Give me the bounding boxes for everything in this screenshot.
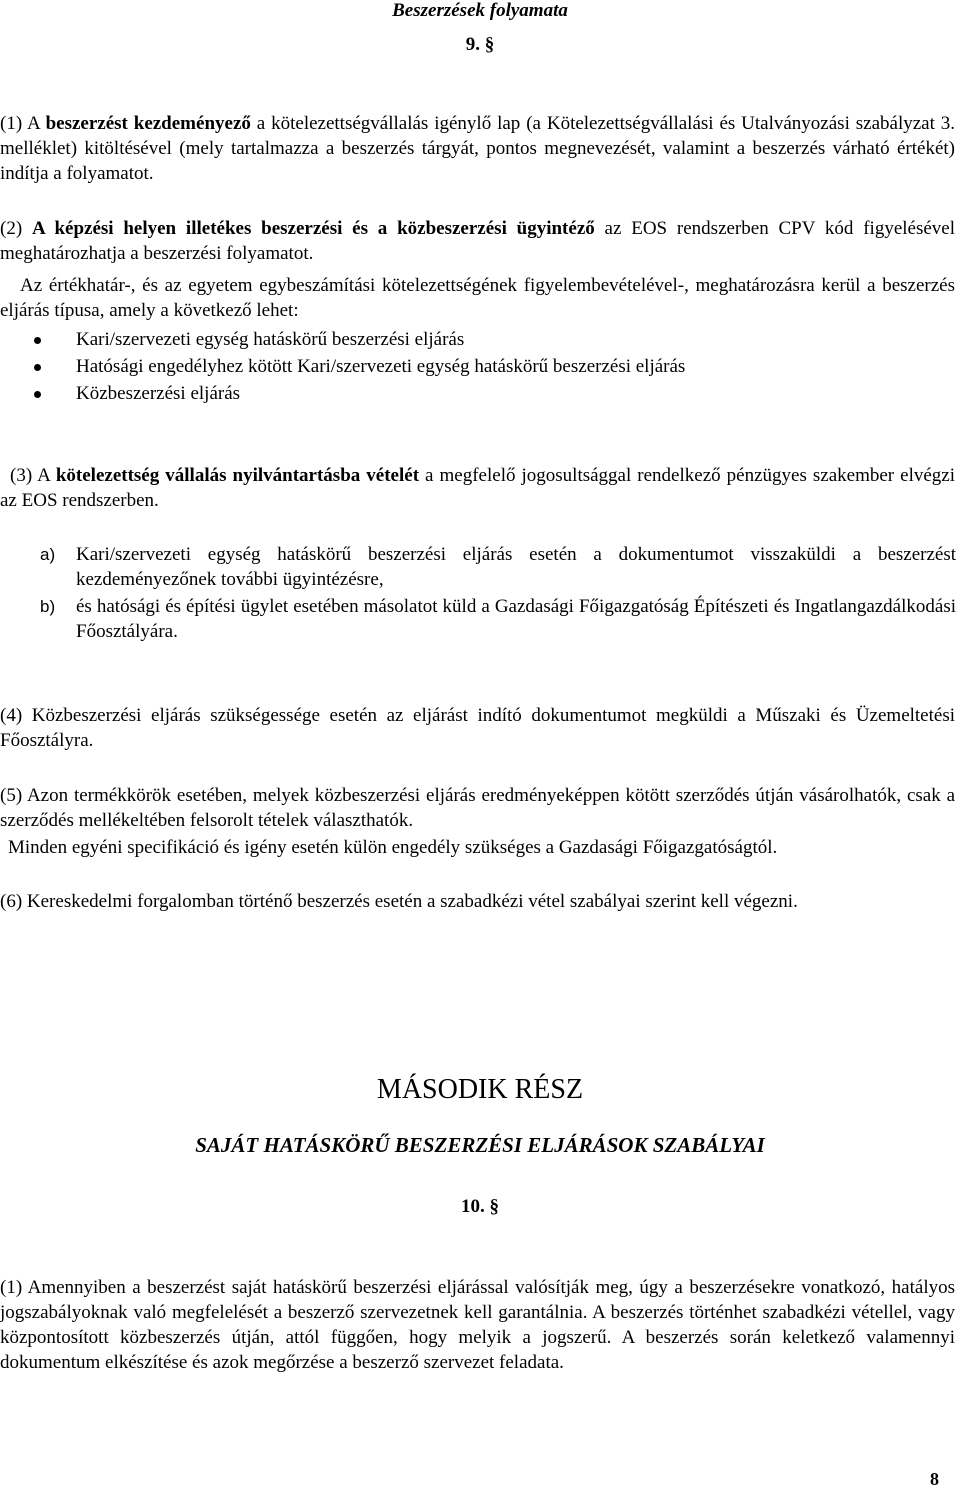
p2-lead: (2) [0, 218, 32, 239]
section-9-number: 9. [465, 34, 480, 55]
bullet-icon [34, 337, 41, 344]
paragraph-3 [0, 463, 955, 513]
p3-bold: kötelezettség vállalás nyilvántartásba vételét [55, 465, 420, 486]
bullet-text: Hatósági engedélyhez kötött Kari/szervezeti egység hatáskörű beszerzési eljárás [76, 356, 686, 377]
bullet-icon [34, 364, 41, 371]
section-10-heading [0, 1194, 960, 1220]
page-number: 8 [930, 1469, 939, 1489]
paragraph-4: (4) Közbeszerzési eljárás szükségessége esetén az eljárást indító dokumentumot megküldi a Műszaki és Üzemeltetési Főosztályra. [0, 705, 955, 751]
section-sign: § [484, 34, 495, 55]
item-label: a) [40, 545, 56, 564]
item-label: b) [40, 597, 56, 616]
p1-rest: a kötelezettségvállalás igénylő lap (a Kötelezettségvállalási és Utalványozási szabályzat 3. melléklet) kitöltésével (mely tartalmazza a beszerzés tárgyát, pontos megnevezését, valamint a beszerzés várható értékét) indítja a folyamatot. [0, 113, 956, 184]
paragraph-1 [0, 111, 955, 186]
section-9-heading [0, 33, 960, 57]
paragraph-5: (5) Azon termékkörök esetében, melyek közbeszerzési eljárás eredményeképpen kötött szerződés útján vásárolhatók, csak a szerződés mellékeltében felsorolt tételek választhatók. [0, 785, 955, 831]
sub-list [0, 542, 960, 652]
p2-rest: az EOS rendszerben CPV kód figyelésével meghatározhatja a beszerzési folyamatot. [0, 218, 955, 264]
paragraph-2b: Az értékhatár-, és az egyetem egybeszámítási kötelezettségének figyelembevételével-, meghatározásra kerül a beszerzés eljárás típusa, amely a következő lehet: [0, 275, 955, 321]
bullet-text: Közbeszerzési eljárás [76, 383, 241, 404]
chapter-title: Beszerzések folyamata [392, 0, 568, 21]
section-10-number: 10. [461, 1196, 485, 1217]
p3-rest: a megfelelő jogosultsággal rendelkező pénzügyes szakember elvégzi az EOS rendszerben. [0, 465, 955, 511]
item-text: és hatósági és építési ügylet esetében másolatot küld a Gazdasági Főigazgatóság Építészeti és Ingatlangazdálkodási Főosztályára. [76, 596, 956, 642]
p1-lead: (1) A [0, 113, 46, 134]
bullet-icon [34, 391, 41, 398]
p1-bold: beszerzést kezdeményező [45, 113, 251, 134]
paragraph-5b: Minden egyéni specifikáció és igény esetén külön engedély szükséges a Gazdasági Főigazgatóságtól. [8, 837, 778, 858]
bullet-text: Kari/szervezeti egység hatáskörű beszerzési eljárás [76, 329, 465, 350]
part-subtitle: SAJÁT HATÁSKÖRŰ BESZERZÉSI ELJÁRÁSOK SZABÁLYAI [195, 1133, 765, 1157]
section-sign: § [489, 1196, 499, 1217]
paragraph-10-1: (1) Amennyiben a beszerzést saját hatáskörű beszerzési eljárással valósítják meg, úgy a beszerzésekre vonatkozó, hatályos jogszabályoknak való megfelelését a beszerző szervezetnek kell garantálnia. A beszerzés történhet szabadkézi vétellel, vagy központosított közbeszerzés útján, attól függően, hogy melyik a jogszerű. A beszerzés során keletkező valamennyi dokumentum elkészítése és azok megőrzése a beszerző szervezet feladata. [0, 1277, 955, 1373]
p3-lead: (3) A [10, 465, 56, 486]
p2-bold: A képzési helyen illetékes beszerzési és a közbeszerzési ügyintéző [31, 218, 595, 239]
paragraph-2 [0, 216, 955, 266]
item-text: Kari/szervezeti egység hatáskörű beszerzési eljárás esetén a dokumentumot visszaküldi a beszerzést kezdeményezőnek további ügyintézésre, [76, 544, 956, 590]
paragraph-6: (6) Kereskedelmi forgalomban történő beszerzés esetén a szabadkézi vétel szabályai szerint kell végezni. [0, 891, 798, 912]
part-title: MÁSODIK RÉSZ [376, 1074, 584, 1105]
